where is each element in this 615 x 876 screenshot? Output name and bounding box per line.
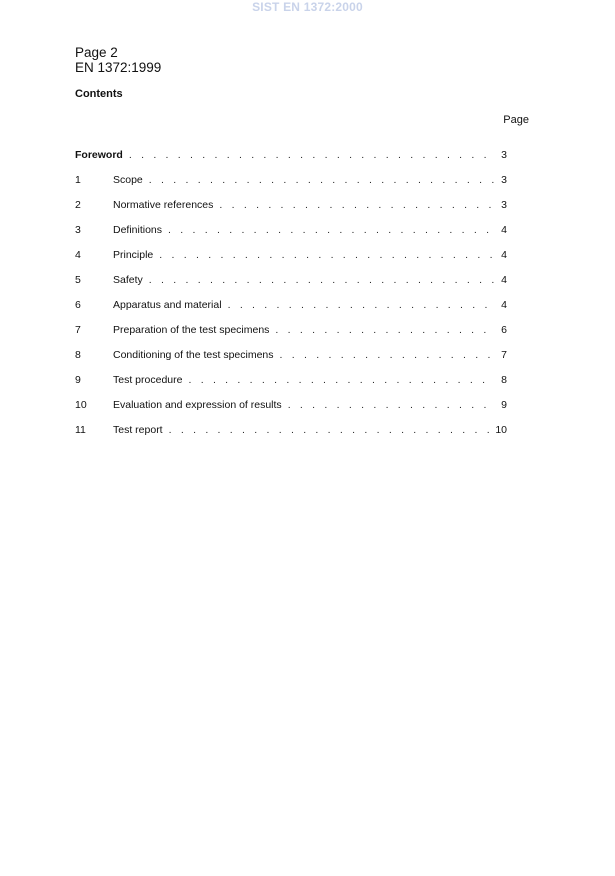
toc-entry-title: Foreword <box>75 149 123 161</box>
toc-entry-number: 11 <box>75 424 86 436</box>
toc-entry-title: Principle <box>113 249 154 261</box>
toc-leader-dots <box>228 299 496 311</box>
toc-entry-preparation[interactable] <box>75 324 507 349</box>
toc-entry-number: 8 <box>75 349 81 361</box>
toc-leader-dots <box>280 349 496 361</box>
toc-leader-dots <box>275 324 495 336</box>
table-of-contents <box>75 149 507 449</box>
toc-entry-page: 4 <box>501 274 507 286</box>
toc-leader-dots <box>169 424 490 436</box>
toc-entry-conditioning[interactable] <box>75 349 507 374</box>
toc-entry-definitions[interactable] <box>75 224 507 249</box>
toc-entry-page: 3 <box>501 199 507 211</box>
toc-entry-foreword[interactable] <box>75 149 507 174</box>
toc-entry-page: 4 <box>501 299 507 311</box>
toc-entry-page: 3 <box>501 149 507 161</box>
toc-entry-title: Conditioning of the test specimens <box>113 349 274 361</box>
toc-entry-test-report[interactable] <box>75 424 507 449</box>
toc-leader-dots <box>168 224 495 236</box>
toc-entry-title: Test report <box>113 424 163 436</box>
toc-entry-safety[interactable] <box>75 274 507 299</box>
watermark: SIST EN 1372:2000 <box>252 0 363 14</box>
toc-entry-title: Safety <box>113 274 143 286</box>
page-header <box>75 45 161 75</box>
toc-entry-page: 4 <box>501 249 507 261</box>
page-number-label: Page 2 <box>75 45 118 60</box>
page-column-label: Page <box>503 114 529 126</box>
contents-heading: Contents <box>75 88 123 100</box>
toc-entry-evaluation[interactable] <box>75 399 507 424</box>
toc-entry-number: 5 <box>75 274 81 286</box>
toc-entry-number: 2 <box>75 199 81 211</box>
toc-entry-page: 6 <box>501 324 507 336</box>
toc-leader-dots <box>149 174 495 186</box>
toc-leader-dots <box>288 399 495 411</box>
toc-leader-dots <box>219 199 495 211</box>
toc-entry-apparatus-and-material[interactable] <box>75 299 507 324</box>
standard-identifier: EN 1372:1999 <box>75 60 162 75</box>
toc-entry-page: 3 <box>501 174 507 186</box>
toc-entry-title: Scope <box>113 174 143 186</box>
toc-entry-number: 1 <box>75 174 81 186</box>
toc-entry-title: Evaluation and expression of results <box>113 399 282 411</box>
toc-entry-page: 9 <box>501 399 507 411</box>
toc-entry-normative-references[interactable] <box>75 199 507 224</box>
toc-entry-title: Normative references <box>113 199 214 211</box>
toc-entry-number: 6 <box>75 299 81 311</box>
toc-entry-principle[interactable] <box>75 249 507 274</box>
toc-leader-dots <box>129 149 495 161</box>
toc-entry-page: 4 <box>501 224 507 236</box>
toc-entry-page: 10 <box>495 424 507 436</box>
toc-entry-title: Definitions <box>113 224 163 236</box>
toc-leader-dots <box>159 249 495 261</box>
toc-entry-number: 10 <box>75 399 87 411</box>
toc-entry-number: 9 <box>75 374 81 386</box>
toc-entry-page: 8 <box>501 374 507 386</box>
toc-entry-title: Test procedure <box>113 374 183 386</box>
toc-leader-dots <box>188 374 495 386</box>
toc-entry-page: 7 <box>501 349 507 361</box>
toc-entry-title: Apparatus and material <box>113 299 222 311</box>
toc-leader-dots <box>149 274 495 286</box>
toc-entry-number: 7 <box>75 324 81 336</box>
toc-entry-title: Preparation of the test specimens <box>113 324 270 336</box>
toc-entry-test-procedure[interactable] <box>75 374 507 399</box>
toc-entry-number: 3 <box>75 224 81 236</box>
toc-entry-number: 4 <box>75 249 81 261</box>
toc-entry-scope[interactable] <box>75 174 507 199</box>
